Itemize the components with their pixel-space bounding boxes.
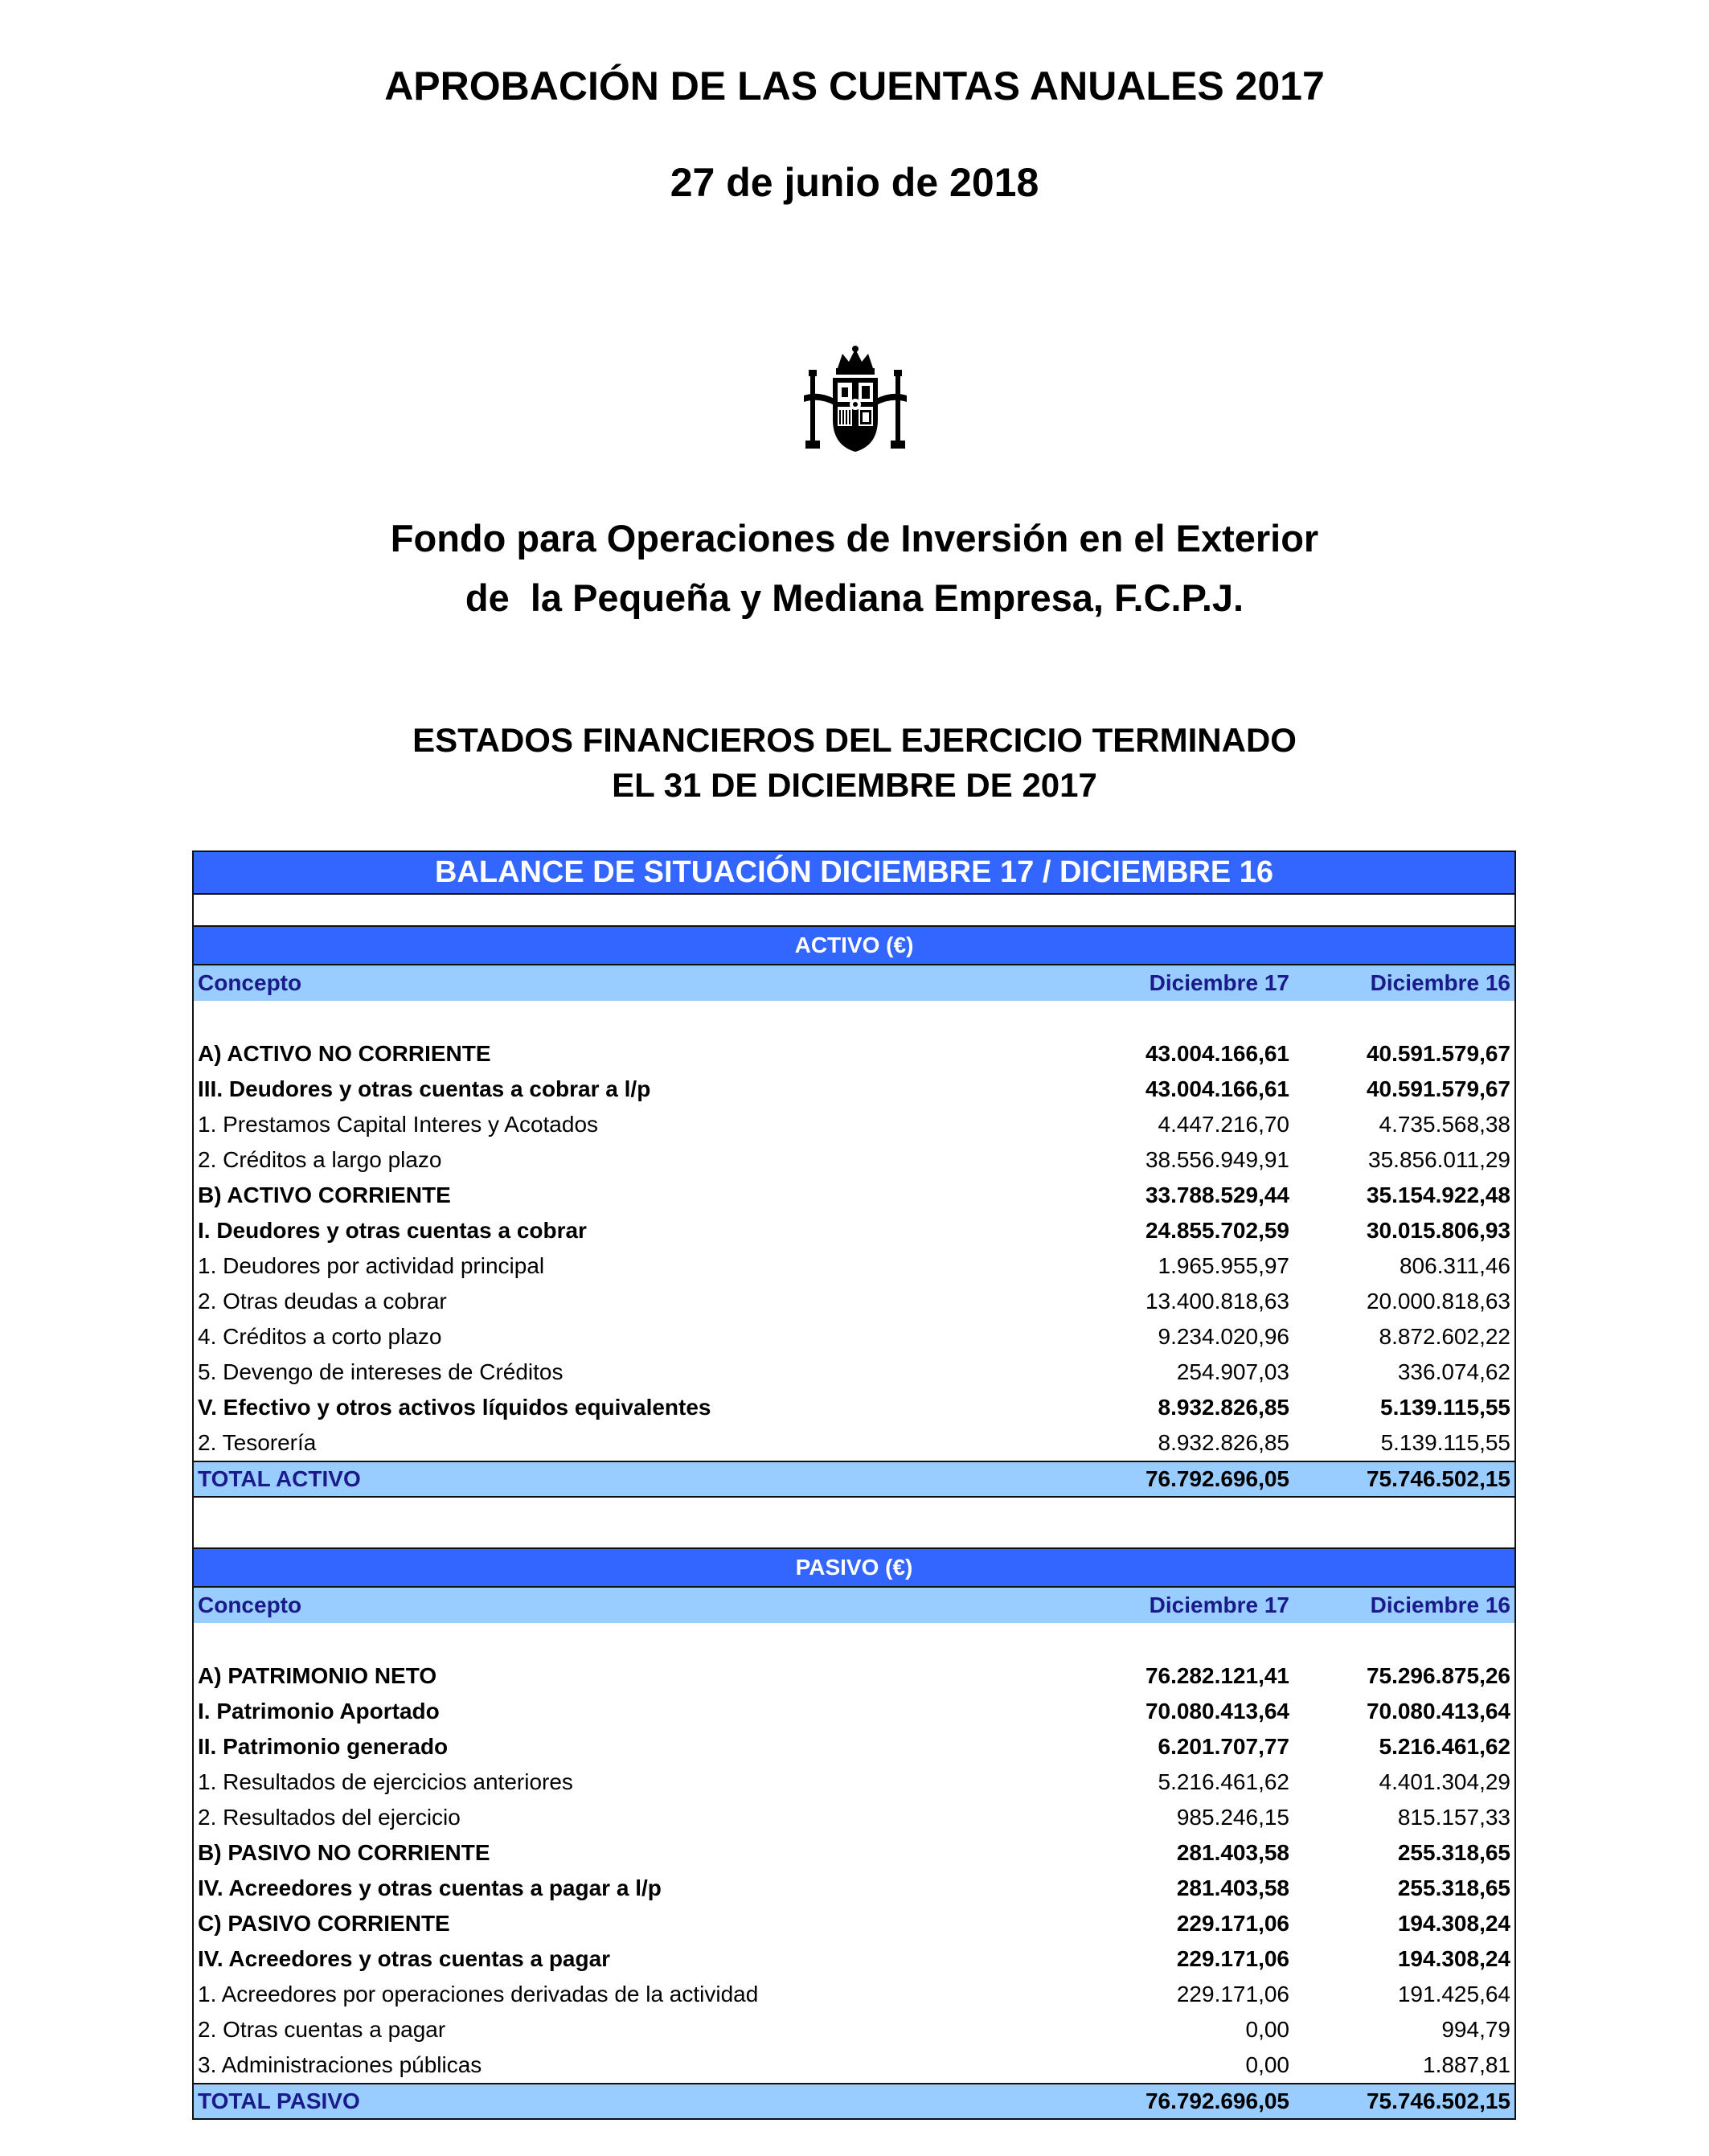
organization-name-line2: de la Pequeña y Mediana Empresa, F.C.P.J. (465, 576, 1244, 619)
row-d16: 194.308,24 (1397, 1911, 1510, 1936)
row-concepto: 4. Créditos a corto plazo (198, 1324, 442, 1349)
row-d17: 70.080.413,64 (1145, 1699, 1289, 1724)
blank-row (194, 1496, 1514, 1549)
table-row (194, 2012, 1514, 2047)
balance-sheet-table (192, 851, 1516, 2120)
document-title: APROBACIÓN DE LAS CUENTAS ANUALES 2017 (384, 64, 1325, 109)
row-concepto: 2. Resultados del ejercicio (198, 1805, 461, 1830)
row-d17: 281.403,58 (1176, 1875, 1289, 1900)
table-row (194, 1036, 1514, 1072)
row-d16: 1.887,81 (1423, 2052, 1510, 2077)
row-d16: 4.735.568,38 (1379, 1112, 1510, 1137)
row-concepto: 1. Deudores por actividad principal (198, 1253, 545, 1278)
row-d16: 40.591.579,67 (1366, 1076, 1510, 1101)
table-row (194, 1213, 1514, 1248)
table-row (194, 1800, 1514, 1835)
activo-rows (194, 1036, 1514, 1461)
row-d16: 194.308,24 (1397, 1946, 1510, 1971)
row-d17: 5.216.461,62 (1158, 1769, 1289, 1794)
row-d16: 994,79 (1441, 2017, 1510, 2042)
row-d16: 191.425,64 (1397, 1982, 1510, 2006)
row-d16: 806.311,46 (1399, 1253, 1510, 1278)
row-concepto: V. Efectivo y otros activos líquidos equivalentes (198, 1395, 711, 1420)
row-d16: 5.139.115,55 (1380, 1395, 1510, 1420)
column-diciembre-17: Diciembre 17 (1149, 970, 1289, 995)
table-row (194, 1658, 1514, 1694)
row-d16: 255.318,65 (1397, 1875, 1510, 1900)
row-d17: 43.004.166,61 (1145, 1041, 1289, 1066)
row-d17: 33.788.529,44 (1145, 1183, 1289, 1207)
pasivo-rows (194, 1658, 1514, 2083)
row-concepto: IV. Acreedores y otras cuentas a pagar (198, 1946, 611, 1971)
table-row (194, 1694, 1514, 1729)
row-concepto: I. Deudores y otras cuentas a cobrar (198, 1218, 587, 1243)
table-row (194, 1072, 1514, 1107)
document-date: 27 de junio de 2018 (670, 160, 1039, 205)
row-concepto: 2. Otras deudas a cobrar (198, 1289, 447, 1314)
row-concepto: I. Patrimonio Aportado (198, 1699, 440, 1724)
row-d17: 229.171,06 (1176, 1911, 1289, 1936)
row-concepto: 3. Administraciones públicas (198, 2052, 482, 2077)
total-label: TOTAL ACTIVO (198, 1466, 361, 1491)
total-label: TOTAL PASIVO (198, 2088, 360, 2113)
row-d16: 75.296.875,26 (1366, 1663, 1510, 1688)
row-d16: 815.157,33 (1397, 1805, 1510, 1830)
pasivo-heading: PASIVO (€) (194, 1549, 1514, 1588)
table-row (194, 1390, 1514, 1425)
row-concepto: III. Deudores y otras cuentas a cobrar a l/p (198, 1076, 651, 1101)
row-d17: 43.004.166,61 (1145, 1076, 1289, 1101)
table-row (194, 2047, 1514, 2083)
table-row (194, 1284, 1514, 1319)
total-activo-row (194, 1461, 1514, 1496)
row-d16: 35.154.922,48 (1366, 1183, 1510, 1207)
column-diciembre-16: Diciembre 16 (1370, 970, 1510, 995)
total-d16: 75.746.502,15 (1366, 2088, 1510, 2113)
balance-title: BALANCE DE SITUACIÓN DICIEMBRE 17 / DICIEMBRE 16 (194, 852, 1514, 895)
row-d17: 0,00 (1245, 2017, 1289, 2042)
row-concepto: 2. Tesorería (198, 1430, 317, 1455)
column-diciembre-17: Diciembre 17 (1149, 1592, 1289, 1617)
table-row (194, 1871, 1514, 1906)
activo-heading: ACTIVO (€) (194, 927, 1514, 965)
total-d17: 76.792.696,05 (1145, 1466, 1289, 1491)
table-row (194, 1142, 1514, 1178)
blank-row (194, 895, 1514, 927)
row-concepto: II. Patrimonio generado (198, 1734, 449, 1759)
table-row (194, 1729, 1514, 1765)
row-d17: 76.282.121,41 (1145, 1663, 1289, 1688)
table-row (194, 1319, 1514, 1355)
row-d17: 254.907,03 (1176, 1359, 1289, 1384)
total-pasivo-row (194, 2083, 1514, 2118)
row-d16: 40.591.579,67 (1366, 1041, 1510, 1066)
row-concepto: 5. Devengo de intereses de Créditos (198, 1359, 564, 1384)
row-d17: 9.234.020,96 (1158, 1324, 1289, 1349)
pasivo-column-header (194, 1588, 1514, 1623)
table-row (194, 1835, 1514, 1871)
row-d17: 24.855.702,59 (1145, 1218, 1289, 1243)
row-d17: 8.932.826,85 (1158, 1395, 1289, 1420)
table-row (194, 1977, 1514, 2012)
table-row (194, 1765, 1514, 1800)
row-concepto: A) PATRIMONIO NETO (198, 1663, 437, 1688)
statements-title-line2: EL 31 DE DICIEMBRE DE 2017 (612, 766, 1097, 804)
statements-title-line1: ESTADOS FINANCIEROS DEL EJERCICIO TERMINADO (412, 721, 1297, 759)
column-diciembre-16: Diciembre 16 (1370, 1592, 1510, 1617)
row-d16: 30.015.806,93 (1366, 1218, 1510, 1243)
row-d16: 5.139.115,55 (1380, 1430, 1510, 1455)
row-d16: 336.074,62 (1397, 1359, 1510, 1384)
row-d17: 6.201.707,77 (1158, 1734, 1289, 1759)
row-concepto: B) PASIVO NO CORRIENTE (198, 1840, 490, 1865)
total-d16: 75.746.502,15 (1366, 1466, 1510, 1491)
row-concepto: A) ACTIVO NO CORRIENTE (198, 1041, 491, 1066)
row-concepto: 1. Prestamos Capital Interes y Acotados (198, 1112, 599, 1137)
row-d17: 281.403,58 (1176, 1840, 1289, 1865)
row-d16: 70.080.413,64 (1366, 1699, 1510, 1724)
column-concepto: Concepto (198, 1592, 302, 1617)
table-row (194, 1941, 1514, 1977)
table-row (194, 1906, 1514, 1941)
column-concepto: Concepto (198, 970, 302, 995)
row-d17: 8.932.826,85 (1158, 1430, 1289, 1455)
table-row (194, 1248, 1514, 1284)
row-d17: 229.171,06 (1176, 1982, 1289, 2006)
coat-of-arms-icon (802, 346, 908, 458)
row-concepto: 1. Resultados de ejercicios anteriores (198, 1769, 573, 1794)
row-concepto: 2. Créditos a largo plazo (198, 1147, 442, 1172)
row-d17: 1.965.955,97 (1158, 1253, 1289, 1278)
activo-column-header (194, 965, 1514, 1001)
organization-name-line1: Fondo para Operaciones de Inversión en el Exterior (390, 517, 1319, 559)
row-d16: 4.401.304,29 (1379, 1769, 1510, 1794)
row-d16: 20.000.818,63 (1366, 1289, 1510, 1314)
row-d16: 255.318,65 (1397, 1840, 1510, 1865)
row-d17: 985.246,15 (1176, 1805, 1289, 1830)
row-d17: 4.447.216,70 (1158, 1112, 1289, 1137)
table-row (194, 1107, 1514, 1142)
row-concepto: 2. Otras cuentas a pagar (198, 2017, 446, 2042)
total-d17: 76.792.696,05 (1145, 2088, 1289, 2113)
row-concepto: B) ACTIVO CORRIENTE (198, 1183, 451, 1207)
row-concepto: C) PASIVO CORRIENTE (198, 1911, 450, 1936)
table-row (194, 1425, 1514, 1461)
row-d17: 229.171,06 (1176, 1946, 1289, 1971)
row-d17: 38.556.949,91 (1145, 1147, 1289, 1172)
row-d17: 0,00 (1245, 2052, 1289, 2077)
table-row (194, 1355, 1514, 1390)
row-d17: 13.400.818,63 (1145, 1289, 1289, 1314)
row-concepto: IV. Acreedores y otras cuentas a pagar a l/p (198, 1875, 662, 1900)
table-row (194, 1178, 1514, 1213)
row-d16: 35.856.011,29 (1368, 1147, 1510, 1172)
row-d16: 8.872.602,22 (1379, 1324, 1510, 1349)
row-concepto: 1. Acreedores por operaciones derivadas de la actividad (198, 1982, 759, 2006)
row-d16: 5.216.461,62 (1379, 1734, 1510, 1759)
